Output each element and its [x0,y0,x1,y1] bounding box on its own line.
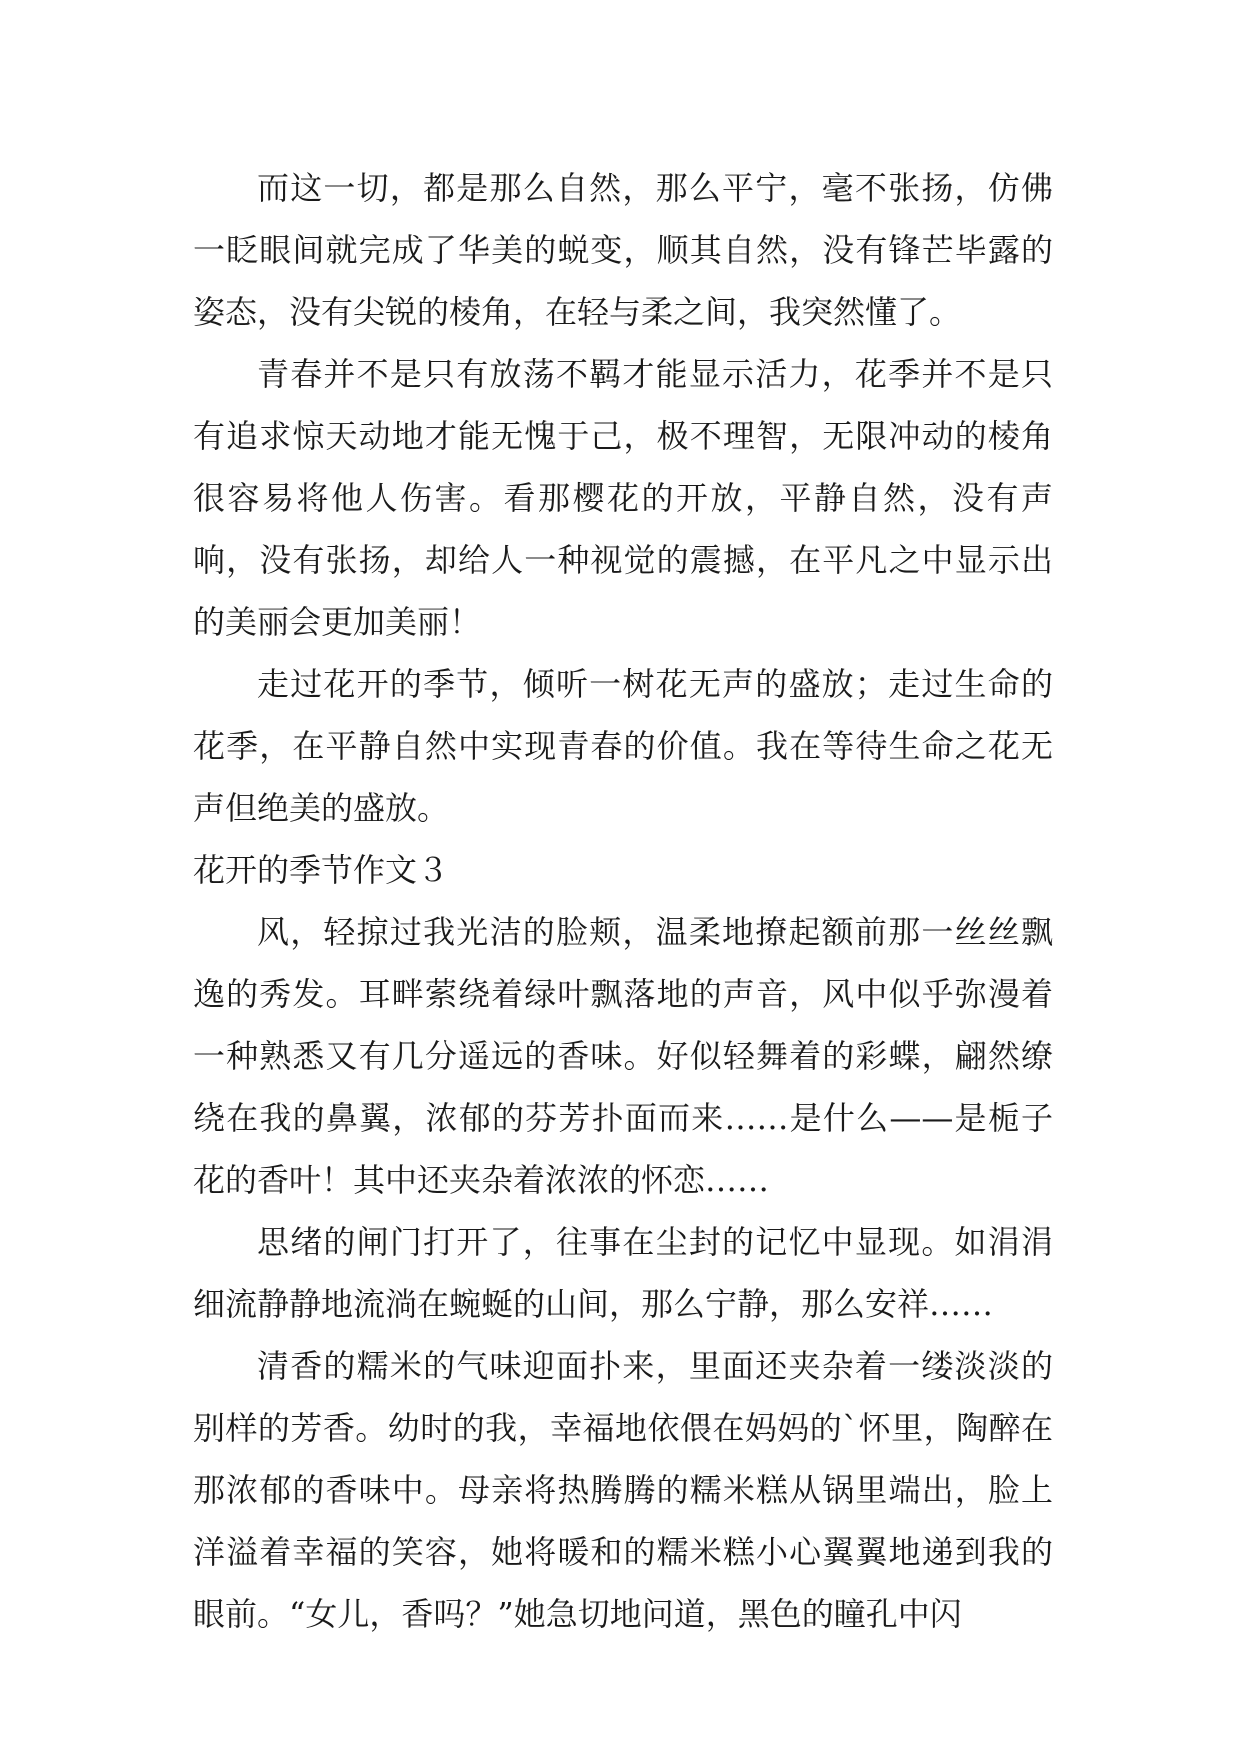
paragraph: 清香的糯米的气味迎面扑来，里面还夹杂着一缕淡淡的别样的芳香。幼时的我，幸福地依偎在妈妈的`怀里，陶醉在那浓郁的香味中。母亲将热腾腾的糯米糕从锅里端出，脸上洋溢着幸福的笑容，她将暖和的糯米糕小心翼翼地递到我的眼前。“女儿，香吗？”她急切地问道，黑色的瞳孔中闪 [193,1347,1053,1633]
paragraph: 风，轻掠过我光洁的脸颊，温柔地撩起额前那一丝丝飘逸的秀发。耳畔萦绕着绿叶飘落地的声音，风中似乎弥漫着一种熟悉又有几分遥远的香味。好似轻舞着的彩蝶，翩然缭绕在我的鼻翼，浓郁的芬芳扑面而来……是什么——是栀子花的香叶！其中还夹杂着浓浓的怀恋…… [193,913,1053,1199]
paragraph: 走过花开的季节，倾听一树花无声的盛放；走过生命的花季，在平静自然中实现青春的价值。我在等待生命之花无声但绝美的盛放。 [193,665,1053,827]
document-body [193,157,1053,1645]
paragraph: 思绪的闸门打开了，往事在尘封的记忆中显现。如涓涓细流静静地流淌在蜿蜒的山间，那么宁静，那么安祥…… [193,1223,1053,1323]
essay-heading: 花开的季节作文３ [193,851,450,889]
paragraph: 而这一切，都是那么自然，那么平宁，毫不张扬，仿佛一眨眼间就完成了华美的蜕变，顺其自然，没有锋芒毕露的姿态，没有尖锐的棱角，在轻与柔之间，我突然懂了。 [193,169,1053,331]
paragraph: 青春并不是只有放荡不羁才能显示活力，花季并不是只有追求惊天动地才能无愧于己，极不理智，无限冲动的棱角很容易将他人伤害。看那樱花的开放，平静自然，没有声响，没有张扬，却给人一种视觉的震撼，在平凡之中显示出的美丽会更加美丽！ [193,355,1053,641]
